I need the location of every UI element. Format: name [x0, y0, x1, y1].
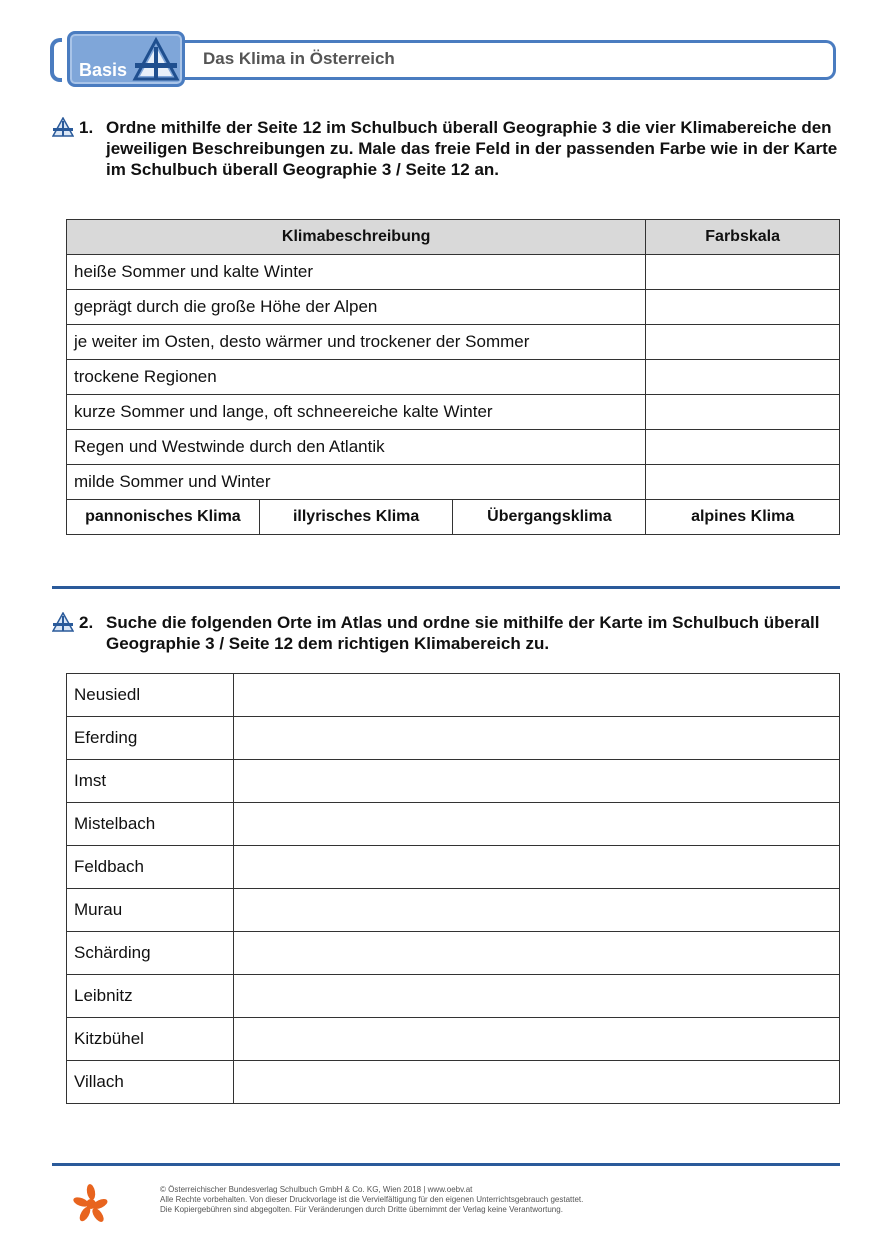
- climate-zone-label: alpines Klima: [646, 500, 840, 535]
- answer-field[interactable]: [234, 760, 840, 803]
- table-header-row: [67, 220, 840, 255]
- climate-description: Regen und Westwinde durch den Atlantik: [67, 430, 646, 465]
- publisher-logo-icon: [72, 1183, 110, 1223]
- climate-description: heiße Sommer und kalte Winter: [67, 255, 646, 290]
- table-row: [67, 325, 840, 360]
- table-row: [67, 674, 840, 717]
- table-row: [67, 760, 840, 803]
- answer-field[interactable]: [234, 889, 840, 932]
- color-field[interactable]: [646, 465, 840, 500]
- section-divider: [52, 586, 840, 589]
- answer-field[interactable]: [234, 803, 840, 846]
- color-field[interactable]: [646, 290, 840, 325]
- color-field[interactable]: [646, 360, 840, 395]
- table-row: [67, 255, 840, 290]
- climate-description: geprägt durch die große Höhe der Alpen: [67, 290, 646, 325]
- place-name: Eferding: [67, 717, 234, 760]
- level-triangle-icon: [52, 117, 74, 137]
- color-field[interactable]: [646, 395, 840, 430]
- column-header-description: Klimabeschreibung: [67, 220, 646, 255]
- task-1-instruction: Ordne mithilfe der Seite 12 im Schulbuch überall Geographie 3 die vier Klimabereiche den jeweiligen Beschreibungen zu. Male das freie Feld in der passenden Farbe wie in der Karte im Schulbuch überall Geographie 3 / Seite 12 an.: [106, 118, 838, 179]
- header-left-bracket: [50, 38, 62, 82]
- table-row: [67, 1061, 840, 1104]
- climate-description: trockene Regionen: [67, 360, 646, 395]
- color-field[interactable]: [646, 430, 840, 465]
- table-row: [67, 430, 840, 465]
- answer-field[interactable]: [234, 674, 840, 717]
- table-row: [67, 803, 840, 846]
- climate-zone-label: Übergangsklima: [453, 500, 646, 535]
- footer-copyright: [160, 1185, 583, 1215]
- task-1-number: 1.: [79, 118, 94, 137]
- table-row: [67, 975, 840, 1018]
- table-row: [67, 360, 840, 395]
- table-row: [67, 846, 840, 889]
- answer-field[interactable]: [234, 1018, 840, 1061]
- table-row: [67, 290, 840, 325]
- table-row: [67, 1018, 840, 1061]
- table-row: [67, 889, 840, 932]
- place-name: Imst: [67, 760, 234, 803]
- climate-description: je weiter im Osten, desto wärmer und trockener der Sommer: [67, 325, 646, 360]
- color-field[interactable]: [646, 255, 840, 290]
- climate-zone-row: [67, 500, 840, 535]
- footer-line: © Österreichischer Bundesverlag Schulbuch GmbH & Co. KG, Wien 2018 | www.oebv.at: [160, 1185, 473, 1194]
- climate-zone-label: illyrisches Klima: [259, 500, 453, 535]
- table-row: [67, 717, 840, 760]
- place-name: Schärding: [67, 932, 234, 975]
- climate-zone-label: pannonisches Klima: [67, 500, 260, 535]
- level-triangle-icon: [52, 612, 74, 632]
- places-table: [66, 673, 840, 1104]
- answer-field[interactable]: [234, 1061, 840, 1104]
- place-name: Feldbach: [67, 846, 234, 889]
- answer-field[interactable]: [234, 717, 840, 760]
- color-field[interactable]: [646, 325, 840, 360]
- answer-field[interactable]: [234, 846, 840, 889]
- climate-description-table: [66, 219, 840, 535]
- task-2-instruction: Suche die folgenden Orte im Atlas und ordne sie mithilfe der Karte im Schulbuch überall Geographie 3 / Seite 12 dem richtigen Klimabereich zu.: [106, 613, 820, 653]
- level-triangle-icon: [132, 37, 180, 83]
- answer-field[interactable]: [234, 975, 840, 1018]
- table-row: [67, 932, 840, 975]
- table-row: [67, 465, 840, 500]
- basis-badge: [67, 31, 185, 87]
- place-name: Neusiedl: [67, 674, 234, 717]
- climate-description: milde Sommer und Winter: [67, 465, 646, 500]
- place-name: Kitzbühel: [67, 1018, 234, 1061]
- place-name: Leibnitz: [67, 975, 234, 1018]
- page-title: Das Klima in Österreich: [203, 49, 395, 68]
- answer-field[interactable]: [234, 932, 840, 975]
- climate-description: kurze Sommer und lange, oft schneereiche kalte Winter: [67, 395, 646, 430]
- place-name: Murau: [67, 889, 234, 932]
- footer-line: Alle Rechte vorbehalten. Von dieser Druckvorlage ist die Vervielfältigung für den eigenen Unterrichtsgebrauch gestattet.: [160, 1195, 584, 1204]
- column-header-colorscale: Farbskala: [646, 220, 840, 255]
- footer-line: Die Kopiergebühren sind abgegolten. Für Veränderungen durch Dritte übernimmt der Verlag keine Verantwortung.: [160, 1205, 563, 1214]
- task-2-number: 2.: [79, 613, 94, 632]
- place-name: Villach: [67, 1061, 234, 1104]
- table-row: [67, 395, 840, 430]
- footer-divider: [52, 1163, 840, 1166]
- place-name: Mistelbach: [67, 803, 234, 846]
- basis-badge-label: Basis: [79, 60, 128, 80]
